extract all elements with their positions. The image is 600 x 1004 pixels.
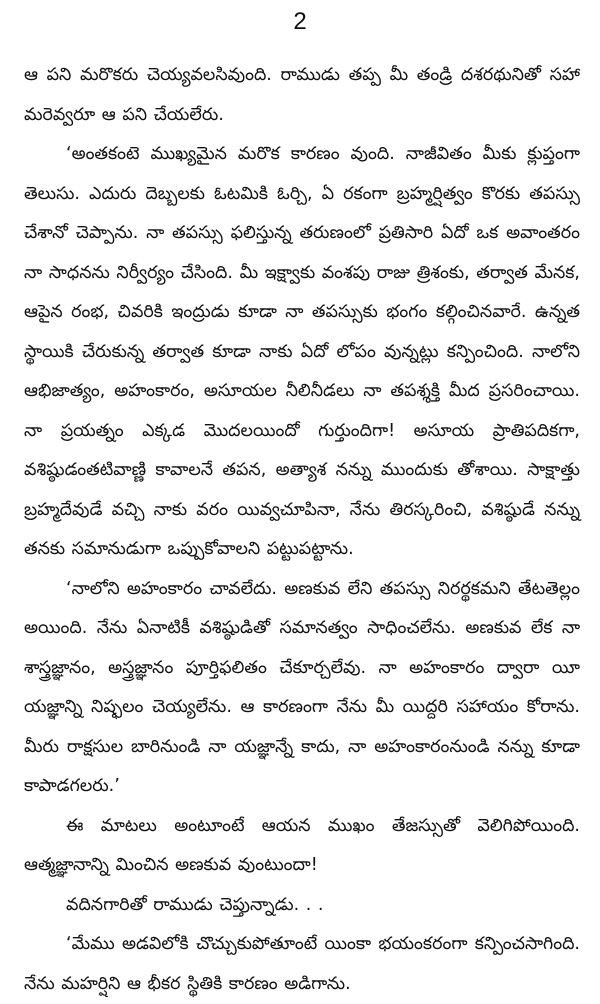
paragraph-4: ఈ మాటలు అంటూంటే ఆయన ముఖం తేజస్సుతో వెలిగిపోయింది. ఆత్మజ్ఞానాన్ని మించిన అణకువ వుంటుందా!: [24, 815, 580, 875]
paragraph-6: ‘మేము అడవిలోకి చొచ్చుకుపోతూంటే యింకా భయంకరంగా కన్పించసాగింది. నేను మహర్షిని ఆ భీకర స్థితికి కారణం అడిగాను.: [24, 934, 580, 994]
page-body: [24, 56, 580, 1004]
paragraph-5: వదినగారితో రాముడు చెప్తున్నాడు. . .: [66, 894, 324, 915]
paragraph-1: ఆ పని మరొకరు చెయ్యవలసివుంది. రాముడు తప్ప మీ తండ్రి దశరథునితో సహా మరెవ్వరూ ఆ పని చేయలేరు.: [24, 65, 580, 125]
page-number: 2: [293, 8, 307, 35]
paragraph-2: ‘అంతకంటె ముఖ్యమైన మరొక కారణం వుంది. నాజీవితం మీకు క్లుప్తంగా తెలుసు. ఎదురు దెబ్బలకు ఓటమికి ఓర్చి, ఏ రకంగా బ్రహ్మర్షిత్వం కొరకు తపస్సు చేశానో చెప్పాను. నా తపస్సు ఫలిస్తున్న తరుణంలో ప్రతిసారి ఏదో ఒక అవాంతరం నా సాధనను నిర్వీర్యం చేసింది. మీ ఇక్ష్వాకు వంశపు రాజు త్రిశంకు, తర్వాత మేనక, ఆపైన రంభ, చివరికి ఇంద్రుడు కూడా నా తపస్సుకు భంగం కల్గించినవారే. ఉన్నత స్థాయికి చేరుకున్న తర్వాత కూడా నాకు ఏదో లోపం వున్నట్లు కన్పించింది. నాలోని ఆభిజాత్యం, అహంకారం, అసూయల నీలినీడలు నా తపశ్శక్తి మీద ప్రసరించాయి. నా ప్రయత్నం ఎక్కడ మొదలయిందో గుర్తుందిగా! అసూయ ప్రాతిపదికగా, వశిష్ఠుడంతటివాణ్ణి కావాలనే తపన, అత్యాశ నన్ను ముందుకు తోశాయి. సాక్షాత్తు బ్రహ్మదేవుడే వచ్చి నాకు వరం యివ్వచూపినా, నేను తిరస్కరించి, వశిష్ఠుడే నన్ను తనకు సమానుడుగా ఒప్పుకోవాలని పట్టుపట్టాను.: [24, 144, 580, 559]
paragraph-3: ‘నాలోని అహంకారం చావలేదు. అణకువ లేని తపస్సు నిరర్థకమని తేటతెల్లం అయింది. నేను ఏనాటికీ వశిష్ఠుడితో సమానత్వం సాధించలేను. అణకువ లేక నా శాస్త్రజ్ఞానం, అస్త్రజ్ఞానం పూర్తిఫలితం చేకూర్చలేవు. నా అహంకారం ద్వారా యీ యజ్ఞాన్ని నిష్ఫలం చెయ్యలేను. ఆ కారణంగా నేను మీ యిద్దరి సహాయం కోరాను. మీరు రాక్షసుల బారినుండి నా యజ్ఞాన్నే కాదు, నా అహంకారంనుండి నన్ను కూడా కాపాడగలరు.’: [24, 578, 580, 796]
